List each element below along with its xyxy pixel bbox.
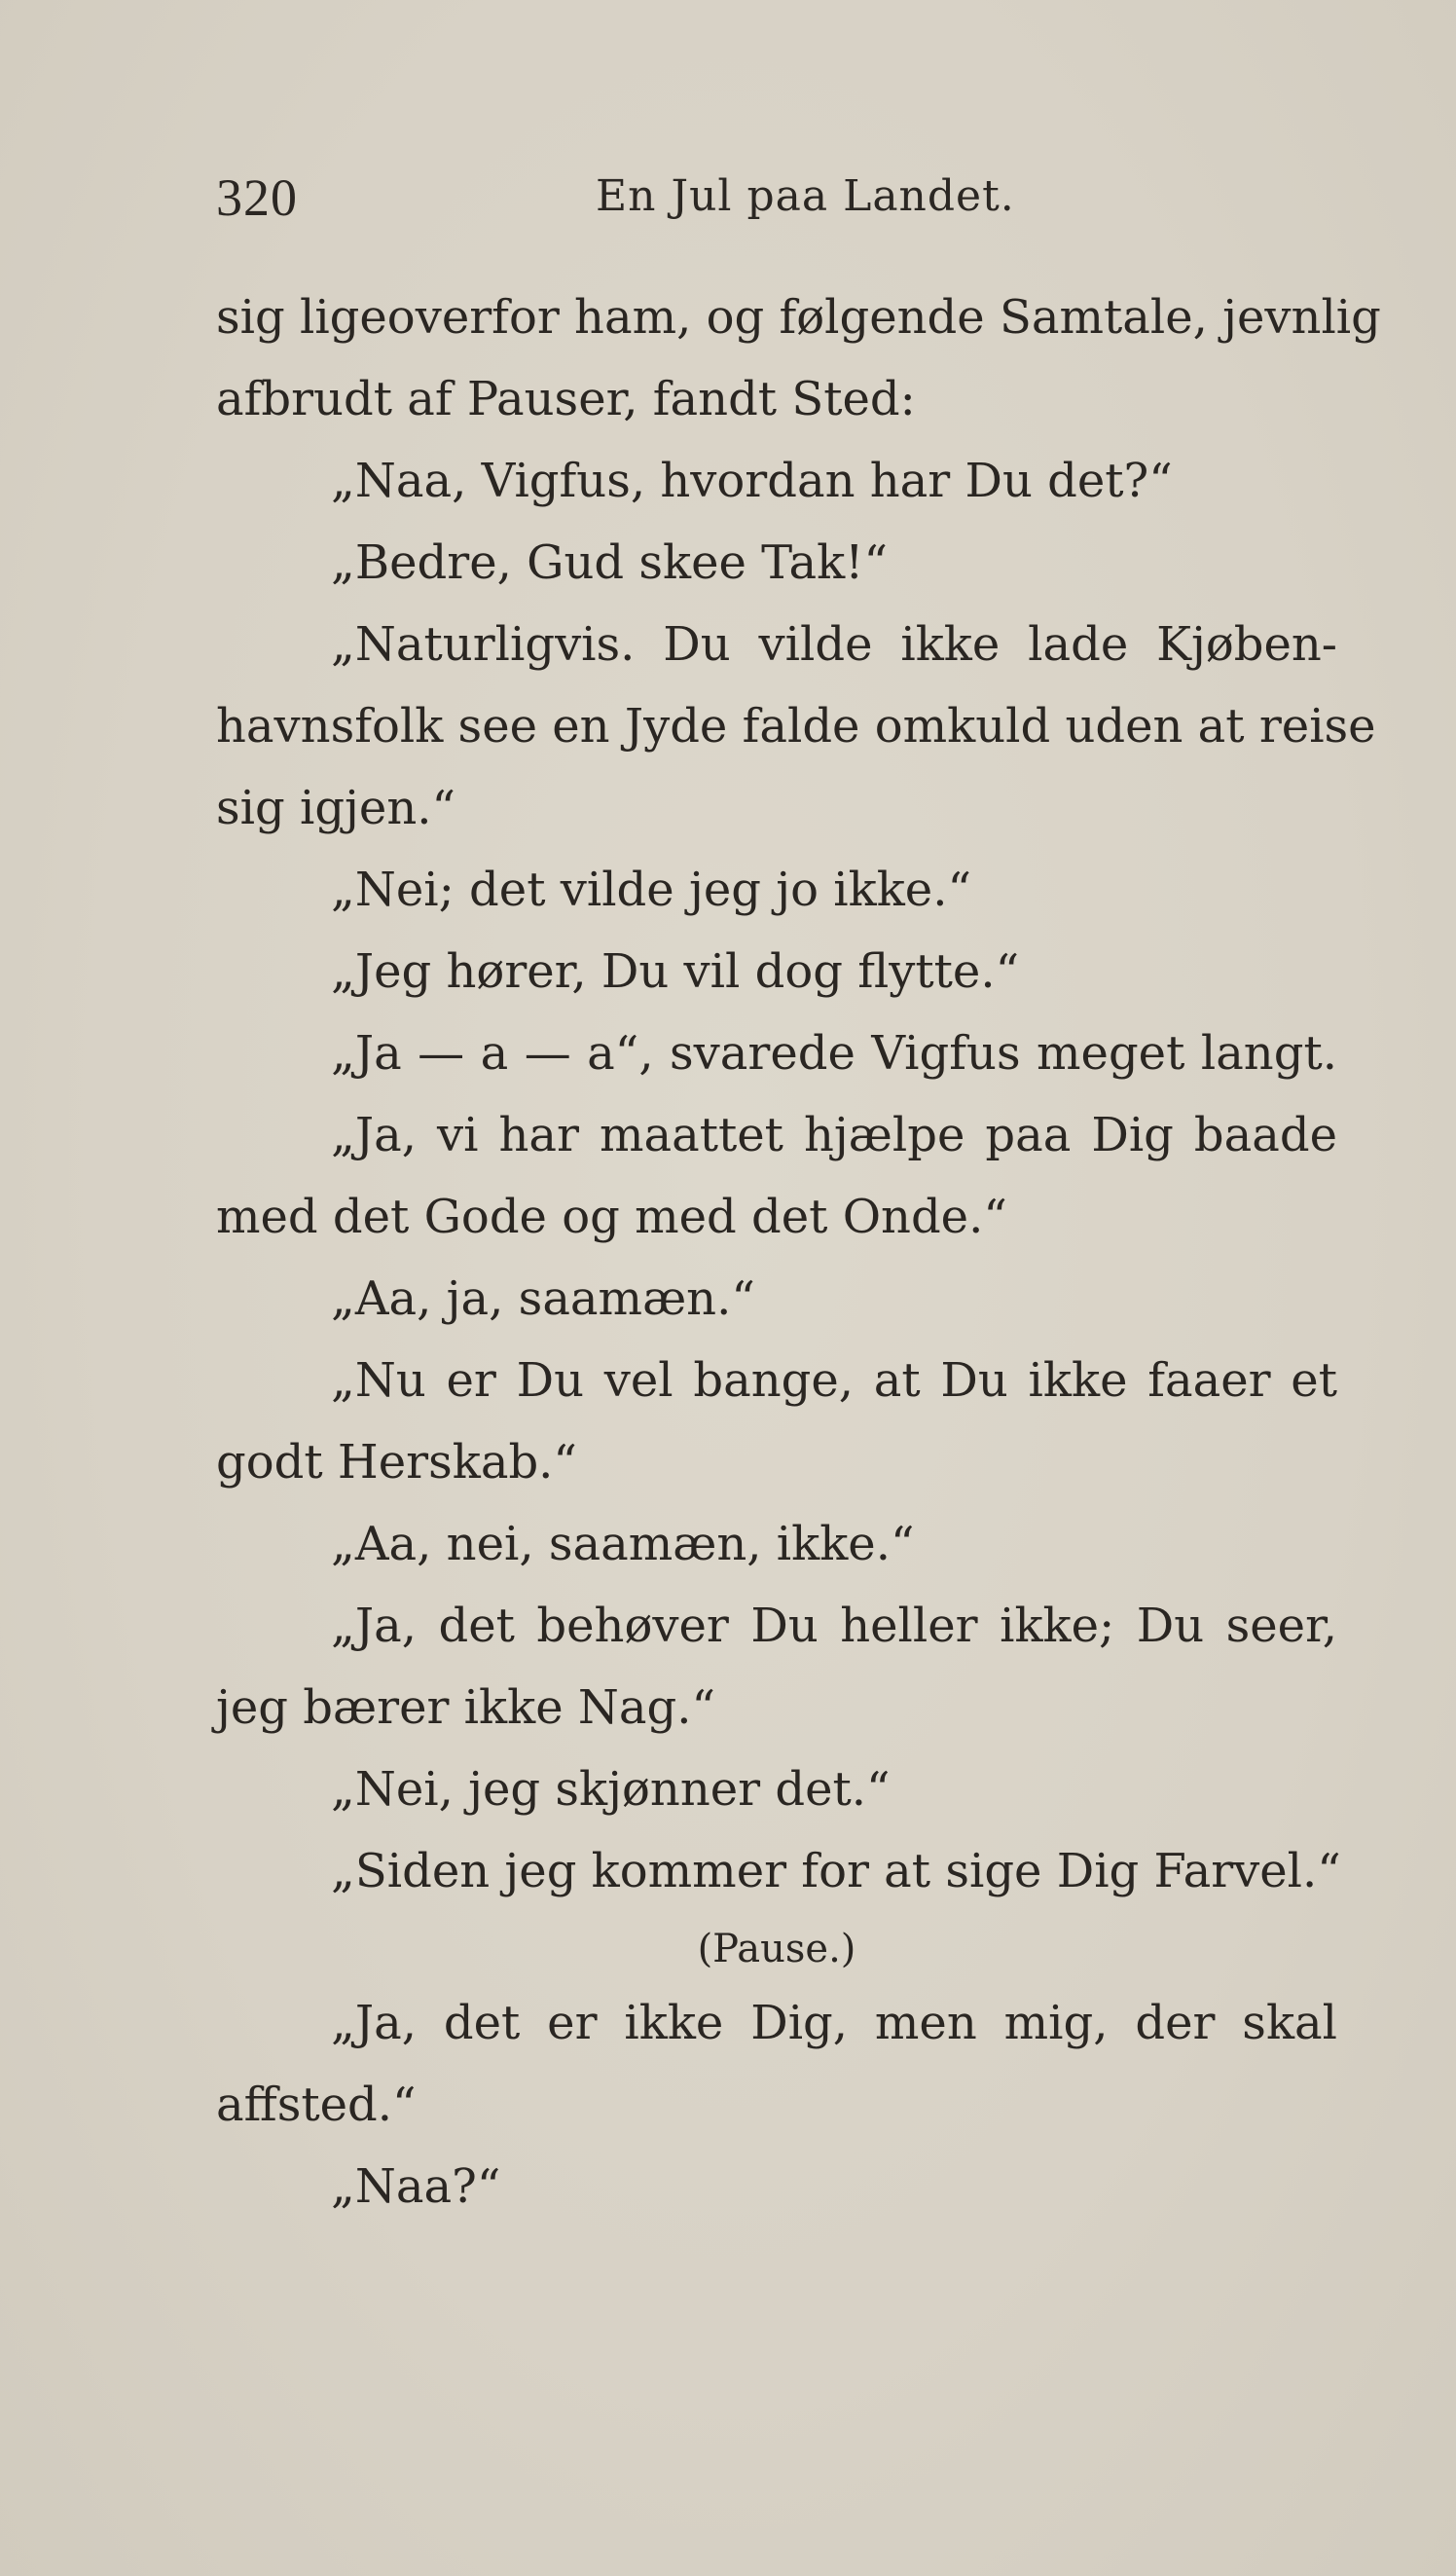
stage-direction: (Pause.) — [697, 1927, 856, 1971]
text-line: „Ja, vi har maattet hjælpe paa Dig baade — [331, 1108, 1337, 1162]
text-line: „Nu er Du vel bange, at Du ikke faaer et — [331, 1353, 1337, 1408]
running-title: En Jul paa Landet. — [596, 171, 1015, 221]
text-line: sig igjen.“ — [216, 781, 456, 835]
text-line: „Naa, Vigfus, hvordan har Du det?“ — [331, 454, 1173, 508]
text-line: „Siden jeg kommer for at sige Dig Farvel.“ — [331, 1844, 1341, 1898]
text-line: havnsfolk see en Jyde falde omkuld uden at reise — [216, 699, 1376, 754]
text-line: jeg bærer ikke Nag.“ — [216, 1680, 715, 1735]
text-line: „Bedre, Gud skee Tak!“ — [331, 535, 888, 590]
text-line: med det Gode og med det Onde.“ — [216, 1190, 1007, 1244]
text-line: affsted.“ — [216, 2078, 417, 2132]
text-line: „Ja, det behøver Du heller ikke; Du seer, — [331, 1599, 1337, 1653]
text-line: „Aa, ja, saamæn.“ — [331, 1271, 755, 1326]
text-line: sig ligeoverfor ham, og følgende Samtale, jevnlig — [216, 290, 1381, 345]
text-line: „Naa?“ — [331, 2159, 501, 2214]
text-line: „Aa, nei, saamæn, ikke.“ — [331, 1517, 915, 1571]
page-number: 320 — [216, 168, 298, 227]
text-line: „Nei, jeg skjønner det.“ — [331, 1762, 891, 1817]
text-line: godt Herskab.“ — [216, 1435, 577, 1490]
text-line: „Ja — a — a“, svarede Vigfus meget langt. — [331, 1026, 1337, 1081]
text-line: afbrudt af Pauser, fandt Sted: — [216, 372, 916, 426]
text-line: „Jeg hører, Du vil dog flytte.“ — [331, 944, 1020, 999]
text-line: „Nei; det vilde jeg jo ikke.“ — [331, 863, 971, 917]
page-header — [216, 167, 1345, 236]
text-line: „Naturligvis. Du vilde ikke lade Kjøben- — [331, 617, 1337, 672]
text-line: „Ja, det er ikke Dig, men mig, der skal — [331, 1996, 1337, 2050]
